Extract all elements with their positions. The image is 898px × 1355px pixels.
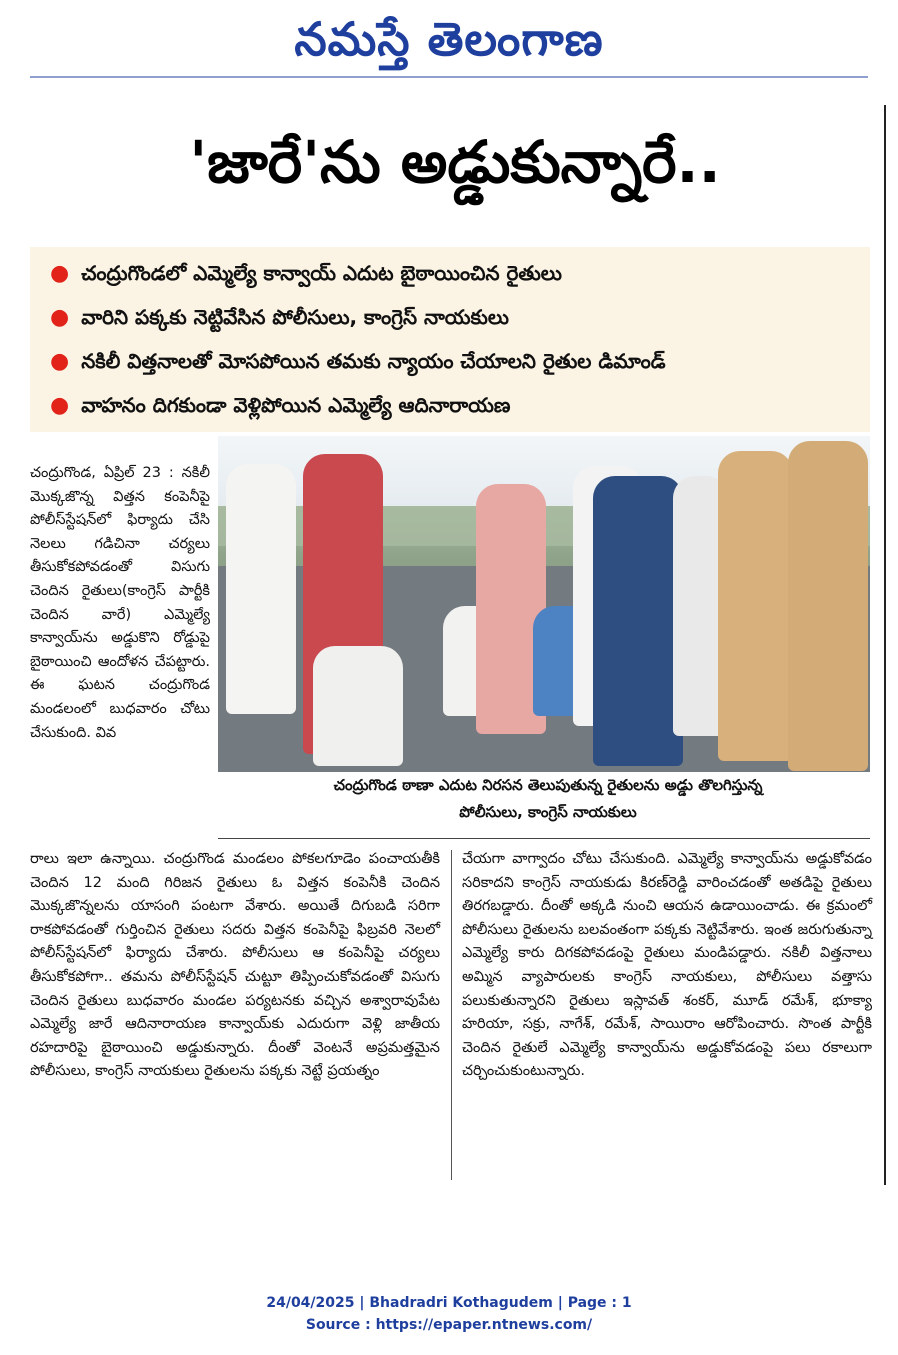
bullet-dot-icon: ● bbox=[50, 349, 70, 374]
article-paragraph: చేయగా వాగ్వాదం చోటు చేసుకుంది. ఎమ్మెల్యే కాన్వాయ్‌ను అడ్డుకోవడం సరికాదని కాంగ్రెస్ నాయకుడు కిరణ్‌రెడ్డి వారించడంతో అతడిపై రైతులు తిరగబడ్డారు. దీంతో అక్కడి నుంచి ఆయన ఉడాయించాడు. ఈ క్రమంలో పోలీసులు రైతులను బలవంతంగా పక్కకు నెట్టివేశారు. ఇంత జరుగుతున్నా ఎమ్మెల్యే కారు దిగకపోవడంపై రైతులు మండిపడ్డారు. నకిలీ విత్తనాలు అమ్మిన వ్యాపారులకు కాంగ్రెస్ నాయకులు, పోలీసులు వత్తాసు పలుకుతున్నారని రైతులు ఇస్లావత్ శంకర్, మూడ్ రమేశ్, భూక్యా హరియా, సక్రు, నాగేశ్, రమేశ్, సాయిరాం ఆరోపించారు. సొంత పార్టీకి చెందిన రైతులే ఎమ్మెల్యే కాన్వాయ్‌ను అడ్డుకోవడంపై పలు రకాలుగా చర్చించుకుంటున్నారు. bbox=[462, 851, 872, 1080]
masthead-divider bbox=[30, 76, 868, 78]
photo-caption-line: పోలీసులు, కాంగ్రెస్ నాయకులు bbox=[459, 803, 637, 821]
article-left-column bbox=[30, 848, 440, 1084]
photo-figure bbox=[226, 464, 296, 714]
news-photo bbox=[218, 436, 870, 772]
footer-date-edition: 24/04/2025 | Bhadradri Kothagudem | Page : 1 bbox=[266, 1295, 632, 1311]
footer-source-link[interactable]: Source : https://epaper.ntnews.com/ bbox=[305, 1317, 593, 1333]
highlight-text: వాహనం దిగకుండా వెళ్లిపోయిన ఎమ్మెల్యే ఆదినారాయణ bbox=[81, 393, 511, 417]
article-paragraph: రాలు ఇలా ఉన్నాయి. చంద్రుగొండ మండలం పోకలగూడెం పంచాయతీకి చెందిన 12 మంది గిరిజన రైతులు ఓ విత్తన కంపెనీకి చెందిన మొక్కజొన్నలను యాసంగి పంటగా వేశారు. అయితే దిగుబడి సరిగా రాకపోవడంతో గుర్తించిన రైతులు సదరు విత్తన కంపెనీపై ఫిబ్రవరి నెలలో పోలీస్‌స్టేషన్‌లో ఫిర్యాదు చేశారు. పోలీసులు ఆ కంపెనీపై చర్యలు తీసుకోకపోగా.. తమను పోలీస్‌స్టేషన్ చుట్టూ తిప్పించుకోవడంతో విసుగు చెందిన రైతులు బుధవారం మండల పర్యటనకు వచ్చిన అశ్వారావుపేట ఎమ్మెల్యే జారే ఆదినారాయణ కాన్వాయ్‌కు ఎదురుగా వెళ్లి జాతీయ రహదారిపై బైఠాయించి అడ్డుకున్నారు. దీంతో వెంటనే అప్రమత్తమైన పోలీసులు, కాంగ్రెస్ నాయకులు రైతులను పక్కకు నెట్టే ప్రయత్నం bbox=[30, 851, 440, 1080]
article-side-column bbox=[30, 462, 210, 745]
highlight-text: వారిని పక్కకు నెట్టివేసిన పోలీసులు, కాంగ్రెస్ నాయకులు bbox=[81, 305, 509, 329]
caption-divider bbox=[218, 838, 870, 839]
photo-caption bbox=[228, 772, 868, 834]
article-right-column bbox=[462, 848, 872, 1084]
right-column-rule bbox=[884, 105, 886, 1185]
photo-figure bbox=[788, 441, 868, 771]
masthead-logo: నమస్తే తెలంగాణ bbox=[294, 12, 604, 66]
article-paragraph: చంద్రుగొండ, ఏప్రిల్ 23 : నకిలీ మొక్కజొన్న విత్తన కంపెనీపై పోలీస్‌స్టేషన్‌లో ఫిర్యాదు చేసి నెలలు గడిచినా చర్యలు తీసుకోకపోవడంతో విసుగు చెందిన రైతులు(కాంగ్రెస్ పార్టీకి చెందిన వారే) ఎమ్మెల్యే కాన్వాయ్‌ను అడ్డుకొని రోడ్డుపై బైఠాయించి ఆందోళన చేపట్టారు. ఈ ఘటన చంద్రుగొండ మండలంలో బుధవారం చోటు చేసుకుంది. వివ bbox=[30, 465, 210, 741]
bullet-dot-icon: ● bbox=[50, 305, 70, 330]
photo-figure bbox=[593, 476, 683, 766]
highlight-text: నకిలీ విత్తనాలతో మోసపోయిన తమకు న్యాయం చేయాలని రైతుల డిమాండ్ bbox=[81, 349, 666, 373]
column-divider bbox=[451, 850, 452, 1180]
bullet-dot-icon: ● bbox=[50, 261, 70, 286]
highlight-item bbox=[50, 297, 509, 337]
photo-figure bbox=[313, 646, 403, 766]
article-headline: 'జారే'ను అడ్డుకున్నారే.. bbox=[189, 128, 721, 196]
bullet-dot-icon: ● bbox=[50, 393, 70, 418]
photo-caption-line: చంద్రుగొండ ఠాణా ఎదుట నిరసన తెలుపుతున్న రైతులను అడ్డు తొలగిస్తున్న bbox=[333, 776, 763, 794]
highlights-box bbox=[30, 247, 870, 432]
page-footer bbox=[0, 1292, 898, 1336]
highlight-item bbox=[50, 341, 666, 381]
highlight-item bbox=[50, 253, 562, 293]
highlight-text: చంద్రుగొండలో ఎమ్మెల్యే కాన్వాయ్ ఎదుట బైఠాయించిన రైతులు bbox=[81, 261, 562, 285]
highlight-item bbox=[50, 385, 510, 425]
photo-figure bbox=[718, 451, 793, 761]
